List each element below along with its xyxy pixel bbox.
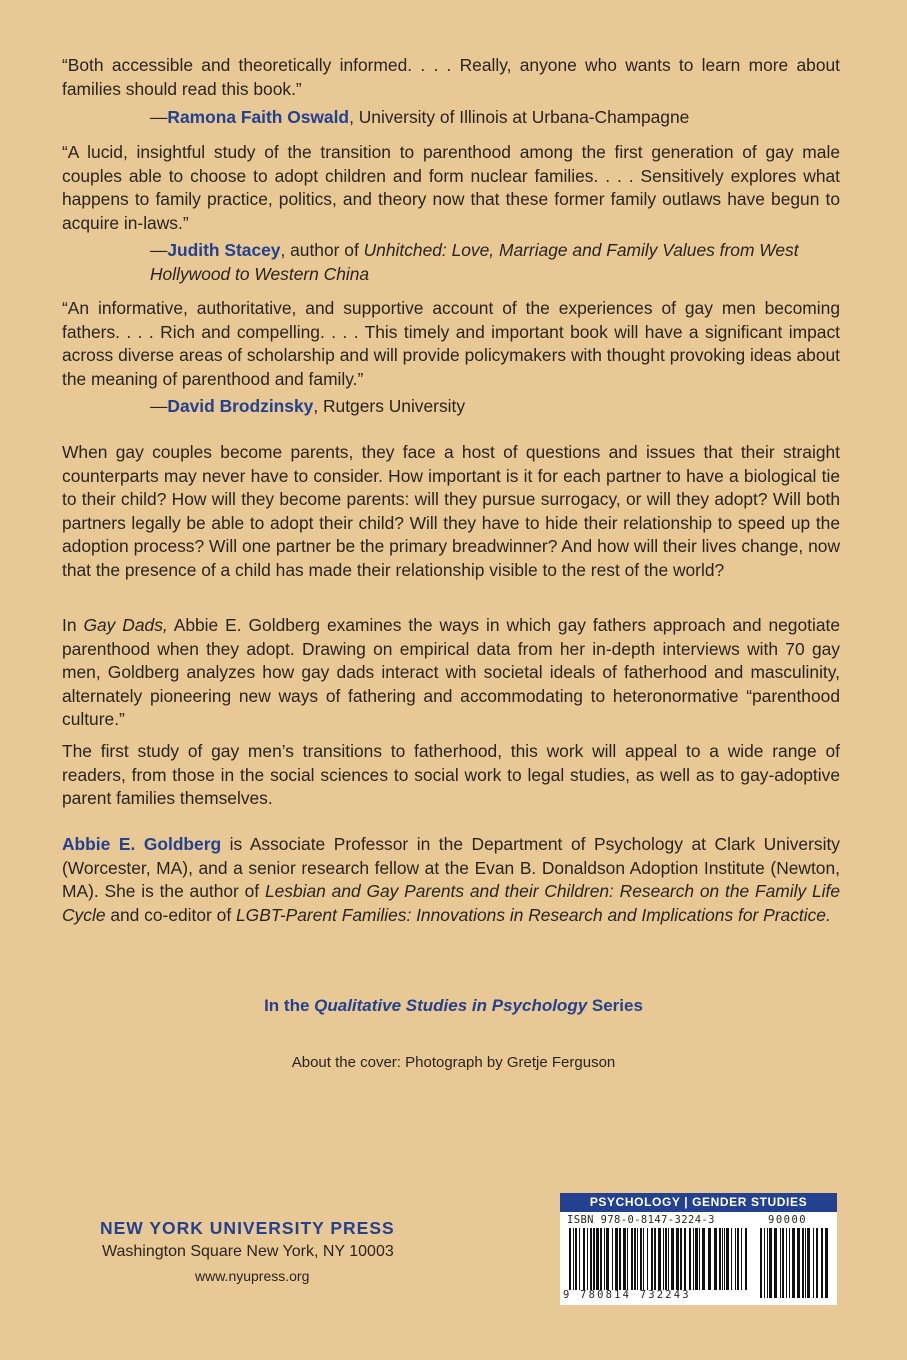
barcode-bar: [668, 1228, 669, 1290]
barcode-bar: [722, 1228, 723, 1290]
praise-affiliation-2: , author of: [280, 240, 364, 260]
author-bio-text-2: and co-editor of: [105, 904, 237, 925]
series-prefix: In the: [264, 996, 315, 1015]
category-band: PSYCHOLOGY | GENDER STUDIES: [560, 1193, 837, 1212]
praise-affiliation-1: , University of Illinois at Urbana-Champagne: [349, 107, 690, 127]
author-name: Abbie E. Goldberg: [62, 834, 222, 854]
barcode-bar: [676, 1228, 679, 1290]
barcode-bar: [719, 1228, 721, 1290]
barcode-bar: [780, 1228, 781, 1298]
barcode-bar: [579, 1228, 580, 1290]
barcode-bar: [745, 1228, 747, 1290]
barcode-bar: [615, 1228, 618, 1290]
description-p2-prefix: In: [62, 615, 84, 635]
barcode-bar: [699, 1228, 700, 1290]
barcode-bar: [575, 1228, 577, 1290]
barcode-bar: [821, 1228, 823, 1298]
barcode-bar: [724, 1228, 725, 1290]
addon-barcode: [760, 1228, 830, 1300]
description-paragraph-3: The first study of gay men’s transitions to fatherhood, this work will appeal to a wide range of readers, from those in the social sciences to social work to legal studies, as well as to gay-adoptive parent families themselves.: [62, 741, 840, 809]
barcode-bar: [764, 1228, 765, 1298]
praise-attribution-1: [150, 106, 689, 130]
ean-digits: 9 780814 732243: [563, 1289, 691, 1301]
barcode-bar: [643, 1228, 644, 1290]
publisher-name: NEW YORK UNIVERSITY PRESS: [100, 1218, 395, 1238]
barcode-bar: [825, 1228, 828, 1298]
barcode-bar: [737, 1228, 739, 1290]
barcode-bar: [587, 1228, 588, 1290]
barcode-bar: [671, 1228, 674, 1290]
publisher-address: Washington Square New York, NY 10003: [102, 1243, 394, 1260]
barcode-bar: [797, 1228, 800, 1298]
barcode-bar: [596, 1228, 599, 1290]
isbn-text: ISBN 978-0-8147-3224-3: [567, 1214, 715, 1226]
barcode-bar: [760, 1228, 762, 1298]
praise-name-2: Judith Stacey: [167, 240, 281, 260]
barcode-bar: [593, 1228, 595, 1290]
barcode-bar: [651, 1228, 653, 1290]
series-line: [0, 996, 907, 1016]
barcode-bar: [816, 1228, 818, 1298]
barcode-bar: [708, 1228, 711, 1290]
barcode-bar: [693, 1228, 694, 1290]
barcode-bar: [786, 1228, 787, 1298]
barcode-bar: [813, 1228, 814, 1298]
praise-name-1: Ramona Faith Oswald: [167, 107, 350, 127]
barcode-bar: [631, 1228, 633, 1290]
praise-quote-3: “An informative, authoritative, and supportive account of the experiences of gay men becoming fathers. . . . Rich and compelling. . . . This timely and important book will have a significant impact across diverse areas of scholarship and will provide policymakers with thought provoking ideas about the meaning of parenthood and family.”: [62, 298, 840, 389]
barcode-bar: [634, 1228, 636, 1290]
barcode-bar: [627, 1228, 628, 1290]
praise-attribution-2: [150, 239, 840, 286]
author-book-2: LGBT-Parent Families: Innovations in Research and Implications for Practice.: [236, 904, 831, 925]
description-paragraph-2: [62, 614, 840, 732]
barcode-bar: [731, 1228, 732, 1290]
barcode-bar: [663, 1228, 664, 1290]
barcode-bar: [647, 1228, 648, 1290]
barcode-bar: [689, 1228, 691, 1290]
barcode-bar: [695, 1228, 698, 1290]
publisher-block: [100, 1218, 440, 1284]
barcode-bar: [573, 1228, 574, 1290]
barcode-bar: [767, 1228, 768, 1298]
publisher-url: www.nyupress.org: [195, 1268, 310, 1284]
barcode-bar: [789, 1228, 790, 1298]
dash: —: [150, 396, 168, 416]
author-bio-text-1: is Associate Professor in the Department of Psychology at Clark University (Worcester, MA), and a senior research fellow at the Evan B. Donaldson Adoption Institute (Newton, MA). She is the author of: [62, 834, 840, 902]
price-addon-text: 90000: [768, 1214, 808, 1226]
barcode-bar: [741, 1228, 742, 1290]
barcode-bar: [792, 1228, 795, 1298]
barcode-bar: [606, 1228, 609, 1290]
barcode-bar: [807, 1228, 810, 1298]
praise-book-title-2: Unhitched: Love, Marriage and Family Values from West Hollywood to Western China: [150, 240, 799, 284]
barcode-bar: [684, 1228, 686, 1290]
barcode-bar: [702, 1228, 705, 1290]
dash: —: [150, 107, 168, 127]
barcode-bar: [782, 1228, 784, 1298]
barcode-bar: [714, 1228, 717, 1290]
barcode-bar: [612, 1228, 613, 1290]
barcode-bar: [583, 1228, 585, 1290]
barcode-bar: [665, 1228, 667, 1290]
barcode-bar: [805, 1228, 806, 1298]
ean-barcode: [569, 1228, 749, 1290]
description-p2-rest: Abbie E. Goldberg examines the ways in which gay fathers approach and negotiate parenthood when they adopt. Drawing on empirical data from her in-depth interviews with 70 gay men, Goldberg analyzes how gay dads interact with societal ideals of fatherhood and masculinity, alternately pioneering new ways of fathering and accommodating to heteronormative “parenthood culture.”: [62, 615, 841, 730]
barcode-bar: [680, 1228, 682, 1290]
praise-quote-1: “Both accessible and theoretically informed. . . . Really, anyone who wants to learn more about families should read this book.”: [62, 55, 840, 99]
barcode-bar: [604, 1228, 605, 1290]
praise-quote-2: “A lucid, insightful study of the transition to parenthood among the first generation of gay male couples able to choose to adopt children and form nuclear families. . . . Sensitively explores what happens to family practice, politics, and theory now that these former family outlaws have begun to acquire in-laws.”: [62, 142, 840, 233]
cover-credit: About the cover: Photograph by Gretje Ferguson: [291, 1054, 616, 1071]
author-bio: [62, 833, 840, 927]
barcode-bar: [658, 1228, 661, 1290]
praise-attribution-3: [150, 395, 465, 419]
barcode-bar: [619, 1228, 621, 1290]
barcode-bar: [769, 1228, 772, 1298]
dash: —: [150, 240, 168, 260]
author-book-1: Lesbian and Gay Parents and their Children: Research on the Family Life Cycle: [62, 881, 840, 925]
barcode-bar: [569, 1228, 571, 1290]
barcode-bar: [774, 1228, 777, 1298]
barcode-bar: [623, 1228, 626, 1290]
description-paragraph-1: When gay couples become parents, they face a host of questions and issues that their straight counterparts may never have to consider. How important is it for each partner to have a biological tie to their child? How will they become parents: will they pursue surrogacy, or will they adopt? Will both partners legally be able to adopt their child? Will they have to hide their relationship to speed up the adoption process? Will one partner be the primary breadwinner? And how will their lives change, now that the presence of a child has made their relationship visible to the rest of the world?: [62, 442, 840, 580]
barcode-bar: [726, 1228, 729, 1290]
book-title: Gay Dads,: [83, 615, 168, 635]
barcode-bar: [640, 1228, 642, 1290]
barcode-bar: [802, 1228, 804, 1298]
barcode-bar: [590, 1228, 592, 1290]
barcode-bar: [654, 1228, 656, 1290]
barcode-bar: [600, 1228, 602, 1290]
series-title: Qualitative Studies in Psychology: [314, 996, 588, 1015]
praise-name-3: David Brodzinsky: [167, 396, 314, 416]
series-suffix: Series: [587, 996, 643, 1015]
barcode-bar: [637, 1228, 638, 1290]
barcode-bar: [735, 1228, 736, 1290]
praise-affiliation-3: , Rutgers University: [313, 396, 466, 416]
